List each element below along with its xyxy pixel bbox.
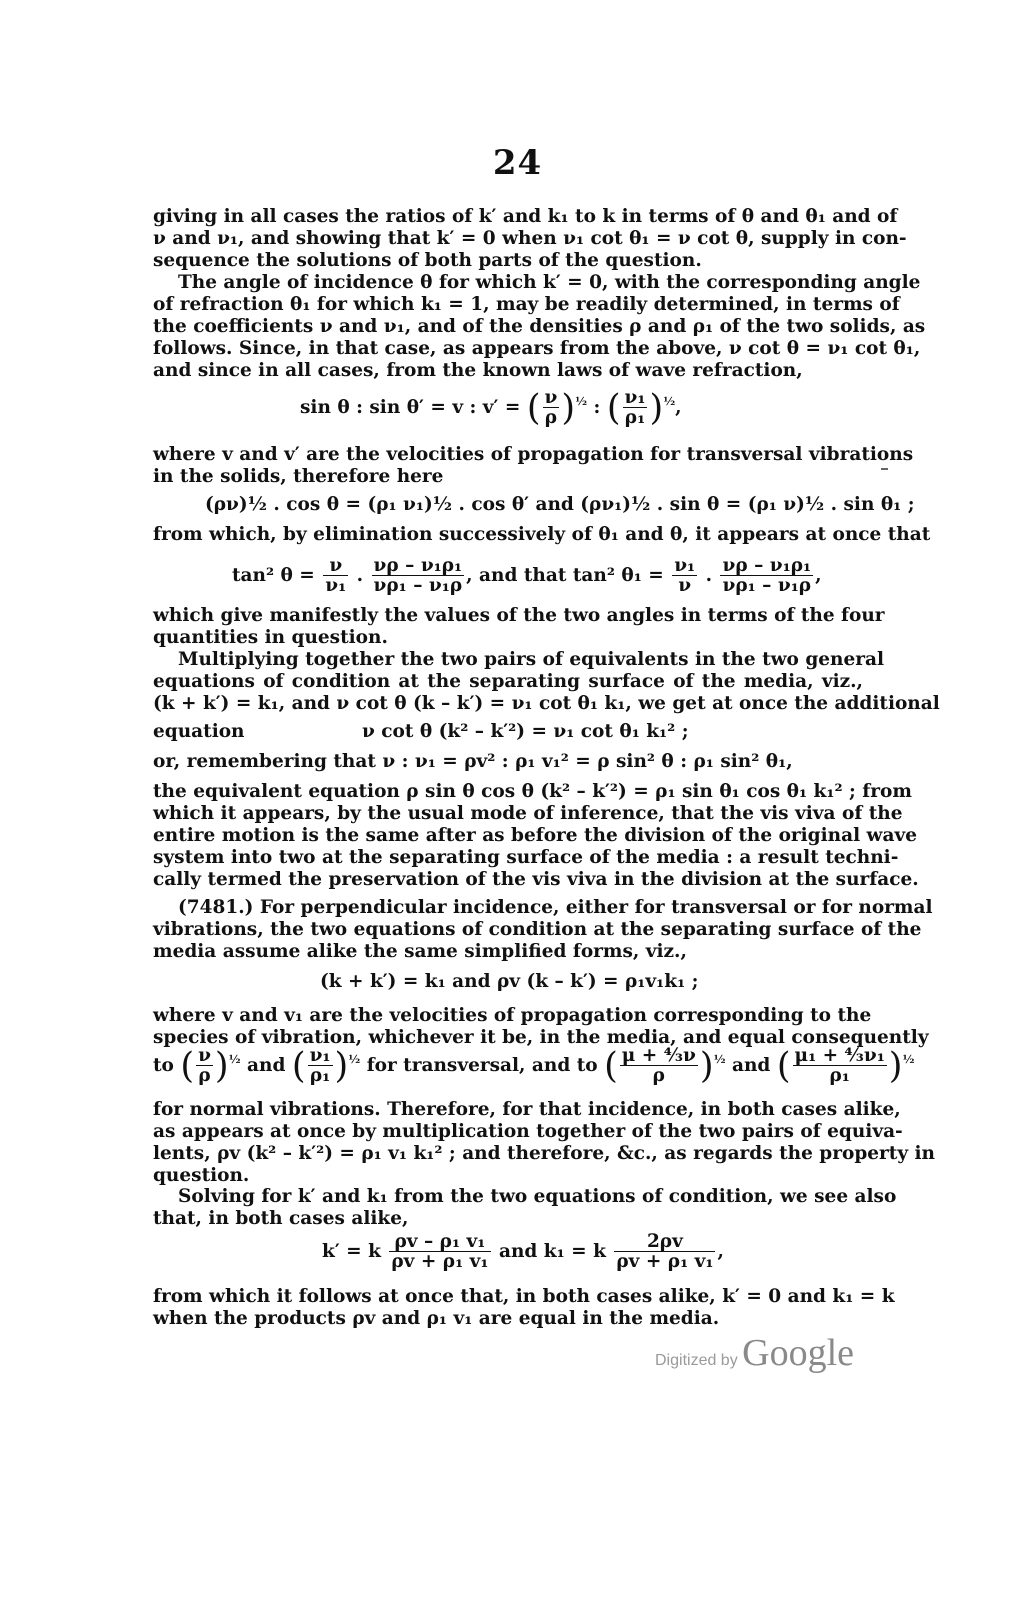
text-line: follows. Since, in that case, as appears from the above, ν cot θ = ν₁ cot θ₁,: [153, 338, 921, 359]
equation-tan: tan² θ = $\frac{\nu}{\text{ν₁}}$ . $\frac{\text{νρ – ν₁ρ₁}}{\text{νρ₁ – ν₁ρ}}$ , and that tan² θ₁ = $\frac{\text{ν₁}}{\nu}$ . $\frac{\text{νρ – ν₁ρ₁}}{\text{νρ₁ – ν₁ρ}}$ ,: [232, 555, 822, 597]
text-line: that, in both cases alike,: [153, 1208, 409, 1229]
text-line: of refraction θ₁ for which k₁ = 1, may be readily determined, in terms of: [153, 294, 900, 315]
text-line: species of vibration, whichever it be, in the media, and equal consequently: [153, 1027, 929, 1048]
digitized-by-google-watermark: Digitized by Google: [655, 1332, 855, 1374]
text-line: Solving for k′ and k₁ from the two equations of condition, we see also: [178, 1186, 897, 1207]
text-line: sequence the solutions of both parts of the question.: [153, 250, 702, 271]
text-line: ν and ν₁, and showing that k′ = 0 when ν₁ cot θ₁ = ν cot θ, supply in con-: [153, 228, 907, 249]
text-line: for normal vibrations. Therefore, for that incidence, in both cases alike,: [153, 1099, 901, 1120]
equation-sin-ratio: sin θ : sin θ′ = v : v′ = ( $\frac{\nu}{\rho}$ )$^{\frac{1}{2}}$ : ( $\frac{\text{ν₁}}{\text{ρ₁}}$ )$^{\frac{1}{2}}$,: [300, 387, 682, 429]
text-line: question.: [153, 1165, 250, 1186]
text-line: or, remembering that ν : ν₁ = ρv² : ρ₁ v₁² = ρ sin² θ : ρ₁ sin² θ₁,: [153, 751, 793, 772]
text-line: media assume alike the same simplified forms, viz.,: [153, 941, 687, 962]
text-line: the coefficients ν and ν₁, and of the densities ρ and ρ₁ of the two solids, as: [153, 316, 926, 337]
text-line: (k + k′) = k₁, and ν cot θ (k – k′) = ν₁ cot θ₁ k₁, we get at once the additional: [153, 693, 940, 714]
equation-line: ν cot θ (k² – k′²) = ν₁ cot θ₁ k₁² ;: [362, 721, 689, 742]
text-line: Multiplying together the two pairs of equivalents in the two general: [178, 649, 885, 670]
text-line: equations of condition at the separating surface of the media, viz.,: [153, 671, 863, 692]
equation-line: (k + k′) = k₁ and ρv (k – k′) = ρ₁v₁k₁ ;: [320, 971, 699, 992]
text-line: entire motion is the same after as before the division of the original wave: [153, 825, 917, 846]
text-line: vibrations, the two equations of condition at the separating surface of the: [153, 919, 922, 940]
text-line: quantities in question.: [153, 627, 388, 648]
equation-velocities: to ( $\frac{\nu}{\rho}$ )$^{\frac{1}{2}}$ and ( $\frac{\text{ν₁}}{\text{ρ₁}}$ )$^{\frac{1}{2}}$ for transversal, and to ( $\frac{\text{μ + ⁴⁄₃ν}}{\rho}$ )$^{\frac{1}{2}}$ and ( $\frac{\text{μ₁ + ⁴⁄₃ν₁}}{\text{ρ₁}}$ )$^{\frac{1}{2}}$: [153, 1045, 915, 1087]
text-line: lents, ρv (k² – k′²) = ρ₁ v₁ k₁² ; and therefore, &c., as regards the property in: [153, 1143, 935, 1164]
equation-k: k′ = k $\frac{\text{ρv – ρ₁ v₁}}{\text{ρv + ρ₁ v₁}}$ and k₁ = k $\frac{2\rho v}{\text{ρv + ρ₁ v₁}}$ ,: [322, 1231, 724, 1273]
equation-line: (ρν)½ . cos θ = (ρ₁ ν₁)½ . cos θ′ and (ρν₁)½ . sin θ = (ρ₁ ν)½ . sin θ₁ ;: [205, 494, 915, 515]
text-line: from which it follows at once that, in both cases alike, k′ = 0 and k₁ = k: [153, 1286, 895, 1307]
text-line: in the solids, therefore here: [153, 466, 444, 487]
page-number: 24: [492, 143, 543, 183]
text-line: system into two at the separating surface of the media : a result techni-: [153, 847, 899, 868]
text-line: giving in all cases the ratios of k′ and k₁ to k in terms of θ and θ₁ and of: [153, 206, 898, 227]
text-line: the equivalent equation ρ sin θ cos θ (k² – k′²) = ρ₁ sin θ₁ cos θ₁ k₁² ; from: [153, 781, 912, 802]
text-line: and since in all cases, from the known laws of wave refraction,: [153, 360, 803, 381]
text-line: which it appears, by the usual mode of inference, that the vis viva of the: [153, 803, 903, 824]
text-line: (7481.) For perpendicular incidence, either for transversal or for normal: [178, 897, 933, 918]
text-line: when the products ρv and ρ₁ v₁ are equal in the media.: [153, 1308, 720, 1329]
text-line: cally termed the preservation of the vis viva in the division at the surface.: [153, 869, 919, 890]
text-line: as appears at once by multiplication together of the two pairs of equiva-: [153, 1121, 903, 1142]
text-line: equation: [153, 721, 245, 742]
scan-speck: [881, 468, 888, 470]
text-line: which give manifestly the values of the two angles in terms of the four: [153, 605, 885, 626]
text-line: from which, by elimination successively of θ₁ and θ, it appears at once that: [153, 524, 931, 545]
text-line: where v and v₁ are the velocities of propagation corresponding to the: [153, 1005, 872, 1026]
text-line: where v and v′ are the velocities of propagation for transversal vibrations: [153, 444, 914, 465]
text-line: The angle of incidence θ for which k′ = 0, with the corresponding angle: [178, 272, 921, 293]
